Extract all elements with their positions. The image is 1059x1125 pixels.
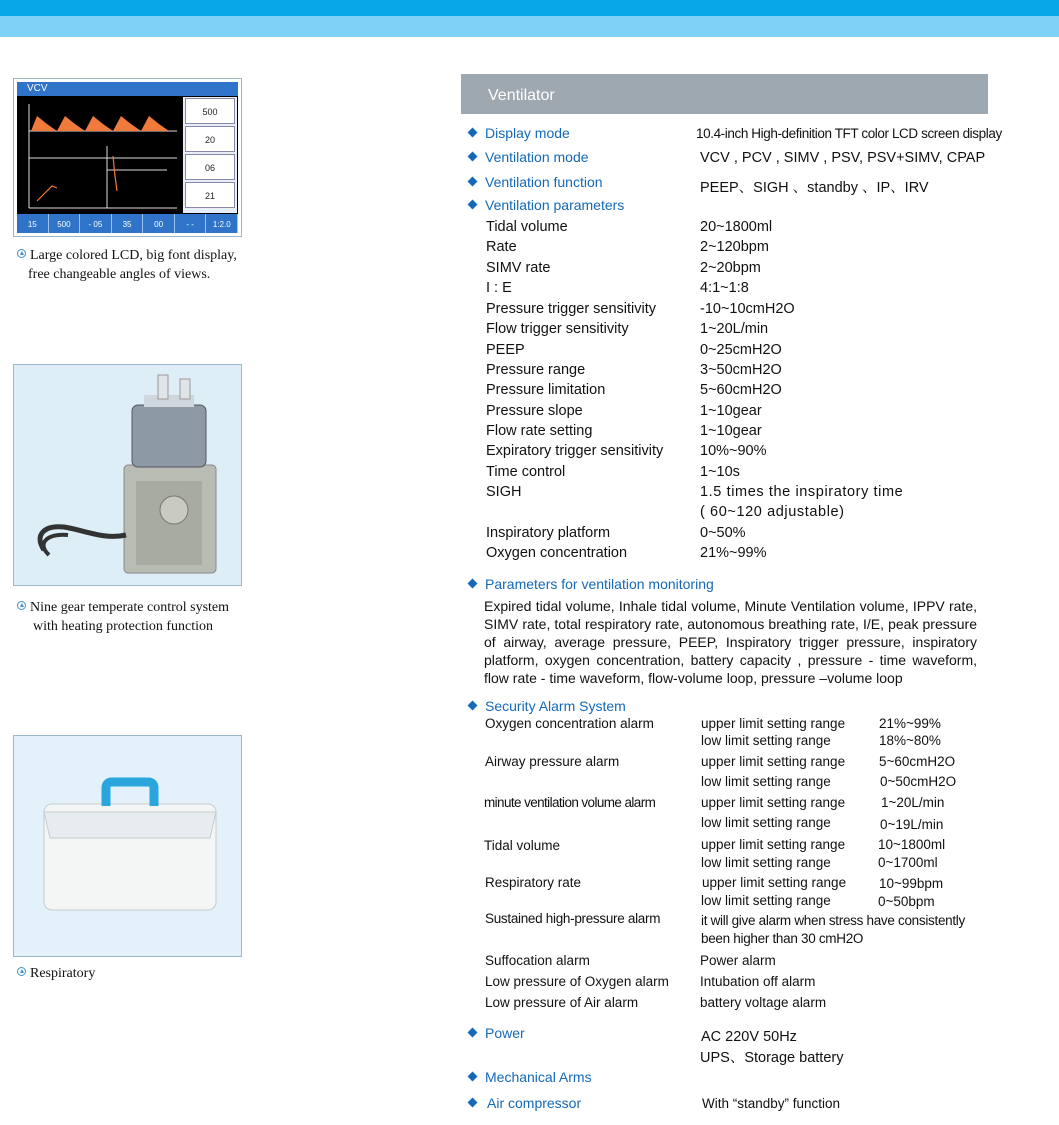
param-value: 1~10gear [700,403,762,419]
alarm-other-right: battery voltage alarm [700,995,827,1010]
lcd-value-box: 500 [185,98,235,124]
alarm-value: 18%~80% [879,733,941,748]
caption-bullet-icon [17,967,26,976]
alarm-value: 0~19L/min [880,817,944,832]
param-value: ( 60~120 adjustable) [700,504,845,520]
alarm-range: low limit setting range [701,893,831,908]
alarm-range: upper limit setting range [702,875,847,890]
alarm-range: low limit setting range [701,815,831,830]
caption-humidifier: Nine gear temperate control system with heating protection function [17,598,229,636]
alarm-range: low limit setting range [701,855,831,870]
alarm-name: minute ventilation volume alarm [484,795,656,810]
alarm-sustained-text: been higher than 30 cmH2O [701,931,864,946]
diamond-bullet-icon [468,177,478,187]
alarm-sustained-text: it will give alarm when stress have consistently [701,913,965,928]
param-name: Flow rate setting [486,423,593,439]
ventilation-mode-value: VCV , PCV , SIMV , PSV, PSV+SIMV, CPAP [700,150,986,166]
param-value: 5~60cmH2O [700,382,782,398]
param-value: 20~1800ml [700,219,773,235]
param-value: 2~20bpm [700,260,761,276]
diamond-bullet-icon [468,128,478,138]
param-name: Inspiratory platform [486,525,611,541]
param-name: PEEP [486,342,525,358]
alarm-value: 1~20L/min [881,795,945,810]
caption-bullet-icon [17,601,26,610]
alarm-name: Tidal volume [484,838,561,853]
diamond-bullet-icon [468,152,478,162]
param-name: Time control [486,464,566,480]
param-value: 1~10gear [700,423,762,439]
param-name: Pressure range [486,362,586,378]
alarm-name: Airway pressure alarm [485,754,620,769]
lcd-value-box: 21 [185,182,235,208]
param-name: Pressure slope [486,403,583,419]
section-ventilation-function: Ventilation function [469,174,603,190]
alarm-name-sustained: Sustained high-pressure alarm [485,911,661,926]
lcd-bottom-cell: - - [175,214,207,233]
caption-respiratory: Respiratory [17,964,95,983]
diamond-bullet-icon [468,1098,478,1108]
alarm-other-left: Low pressure of Oxygen alarm [485,974,669,989]
lcd-bottom-cell: 1:2.0 [206,214,238,233]
caption-lcd: Large colored LCD, big font display, free changeable angles of views. [17,246,237,284]
section-mechanical-arms: Mechanical Arms [469,1069,592,1085]
lcd-waveform-graph [17,96,183,214]
param-name: Rate [486,239,517,255]
param-value: 1.5 times the inspiratory time [700,484,904,500]
lcd-bottom-cell: 35 [112,214,144,233]
param-name: SIGH [486,484,522,500]
param-value: 21%~99% [700,545,767,561]
power-value: UPS、Storage battery [700,1050,844,1066]
respiratory-box-photo [13,735,242,957]
ventilator-header [461,74,988,114]
param-value: 1~10s [700,464,740,480]
alarm-name: Respiratory rate [485,875,582,890]
param-value: 0~25cmH2O [700,342,782,358]
display-mode-value: 10.4-inch High-definition TFT color LCD screen display [696,126,1002,141]
alarm-other-left: Suffocation alarm [485,953,590,968]
section-ventilation-mode: Ventilation mode [469,149,589,165]
lcd-top-bar [17,82,238,96]
param-name: SIMV rate [486,260,551,276]
alarm-range: upper limit setting range [701,716,846,731]
top-banner-light [0,16,1059,37]
alarm-value: 5~60cmH2O [879,754,956,769]
section-ventilation-parameters: Ventilation parameters [469,197,624,213]
alarm-range: low limit setting range [701,733,831,748]
section-security-alarm: Security Alarm System [469,698,626,714]
lcd-bottom-bar [17,214,238,233]
alarm-other-left: Low pressure of Air alarm [485,995,639,1010]
param-name: Flow trigger sensitivity [486,321,629,337]
alarm-value: 0~50cmH2O [880,774,957,789]
section-monitoring: Parameters for ventilation monitoring [469,576,714,592]
param-name: Expiratory trigger sensitivity [486,443,664,459]
respiratory-box-illustration [14,736,241,956]
param-value: 2~120bpm [700,239,769,255]
lcd-value-box: 20 [185,126,235,152]
alarm-range: upper limit setting range [701,837,846,852]
section-display-mode: Display mode [469,125,570,141]
monitoring-paragraph: Expired tidal volume, Inhale tidal volume, Minute Ventilation volume, IPPV rate, SIMV rate, total respiratory rate, autonomous breathing rate, I/E, peak pressure of airway, average pressure, PEEP, Inspiratory trigger pressure, inspiratory platform, oxygen concentration, battery capacity , pressure - time waveform, flow rate - time waveform, flow-volume loop, pressure –volume loop [484,598,977,686]
ventilation-function-value: PEEP、SIGH 、standby 、IP、IRV [700,180,929,196]
alarm-range: upper limit setting range [701,754,846,769]
diamond-bullet-icon [468,200,478,210]
alarm-value: 0~1700ml [878,855,938,870]
lcd-side-panel [183,97,237,213]
param-value: 4:1~1:8 [700,280,749,296]
section-air-compressor: Air compressor [469,1095,581,1111]
lcd-screen-photo [13,78,242,237]
param-name: Pressure limitation [486,382,606,398]
alarm-other-right: Intubation off alarm [700,974,816,989]
param-value: 0~50% [700,525,746,541]
alarm-name: Oxygen concentration alarm [485,716,654,731]
param-value: 10%~90% [700,443,767,459]
param-value: -10~10cmH2O [700,301,795,317]
param-name: Oxygen concentration [486,545,628,561]
param-value: 1~20L/min [700,321,769,337]
param-name: Pressure trigger sensitivity [486,301,657,317]
param-value: 3~50cmH2O [700,362,782,378]
diamond-bullet-icon [468,579,478,589]
lcd-value-box: 06 [185,154,235,180]
top-banner-dark [0,0,1059,16]
param-name: Tidal volume [486,219,568,235]
alarm-range: low limit setting range [701,774,831,789]
air-compressor-value: With “standby” function [702,1096,841,1111]
caption-bullet-icon [17,249,26,258]
page-title: Ventilator [488,87,555,104]
param-name: I : E [486,280,512,296]
power-value: AC 220V 50Hz [701,1029,797,1045]
lcd-bottom-cell: 500 [49,214,81,233]
section-power: Power [469,1025,525,1041]
alarm-value: 0~50bpm [878,894,935,909]
lcd-bottom-cell: 15 [17,214,49,233]
lcd-bottom-cell: - 05 [80,214,112,233]
alarm-value: 10~1800ml [878,837,946,852]
diamond-bullet-icon [468,1028,478,1038]
alarm-range: upper limit setting range [701,795,846,810]
humidifier-photo [13,364,242,586]
diamond-bullet-icon [468,1072,478,1082]
lcd-bottom-cell: 00 [143,214,175,233]
alarm-value: 21%~99% [879,716,941,731]
alarm-value: 10~99bpm [879,876,944,891]
lcd-mode-label: VCV [27,83,48,94]
alarm-other-right: Power alarm [700,953,776,968]
lcd-display [17,82,238,233]
humidifier-illustration [14,365,241,585]
diamond-bullet-icon [468,701,478,711]
